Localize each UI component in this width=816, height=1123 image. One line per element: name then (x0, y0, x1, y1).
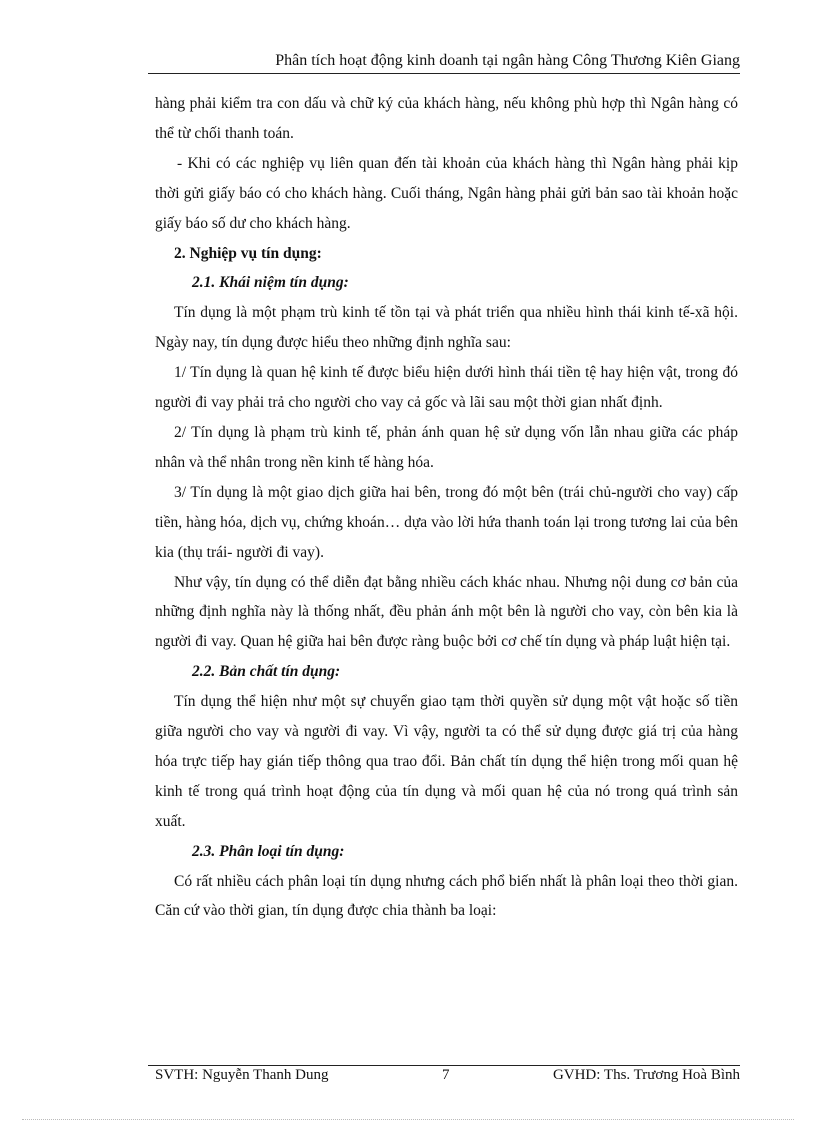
definition-paragraph: 2/ Tín dụng là phạm trù kinh tế, phản ánh quan hệ sử dụng vốn lẫn nhau giữa các pháp nhân và thể nhân trong nền kinh tế hàng hóa. (155, 423, 738, 471)
definition-paragraph: 3/ Tín dụng là một giao dịch giữa hai bên, trong đó một bên (trái chủ-người cho vay) cấp tiền, hàng hóa, dịch vụ, chứng khoán… dựa vào lời hứa thanh toán lại trong tương lai của bên kia (thụ trái- người đi vay). (155, 483, 738, 561)
subsection-heading: 2.1. Khái niệm tín dụng: (192, 274, 349, 292)
body-text (155, 89, 738, 926)
page-number: 7 (442, 1067, 450, 1083)
page-edge-divider (22, 1119, 794, 1120)
subsection-heading: 2.3. Phân loại tín dụng: (192, 842, 345, 860)
running-footer (155, 1067, 740, 1089)
advisor-name: GVHD: Ths. Trương Hoà Bình (552, 1067, 740, 1083)
section-heading: 2. Nghiệp vụ tín dụng: (174, 244, 322, 262)
footer-rule (148, 1065, 740, 1066)
bullet-paragraph: - Khi có các nghiệp vụ liên quan đến tài khoản của khách hàng thì Ngân hàng phải kịp thời gửi giấy báo có cho khách hàng. Cuối tháng, Ngân hàng phải gửi bản sao tài khoản hoặc giấy báo số dư cho khách hàng. (155, 154, 738, 232)
paragraph: Như vậy, tín dụng có thể diễn đạt bằng nhiều cách khác nhau. Nhưng nội dung cơ bản của những định nghĩa này là thống nhất, đều phản ánh một bên là người cho vay, còn bên kia là người đi vay. Quan hệ giữa hai bên được ràng buộc bởi cơ chế tín dụng và pháp luật hiện tại. (155, 573, 738, 651)
header-rule (148, 73, 740, 74)
subsection-heading: 2.2. Bản chất tín dụng: (192, 663, 341, 681)
paragraph: Tín dụng là một phạm trù kinh tế tồn tại và phát triển qua nhiều hình thái kinh tế-xã hội. Ngày nay, tín dụng được hiểu theo những định nghĩa sau: (155, 304, 738, 352)
running-header: Phân tích hoạt động kinh doanh tại ngân hàng Công Thương Kiên Giang (275, 52, 740, 69)
definition-paragraph: 1/ Tín dụng là quan hệ kinh tế được biểu hiện dưới hình thái tiền tệ hay hiện vật, trong đó người đi vay phải trả cho người cho vay cả gốc và lãi sau một thời gian nhất định. (155, 364, 738, 412)
paragraph: Tín dụng thể hiện như một sự chuyển giao tạm thời quyền sử dụng một vật hoặc số tiền giữa người cho vay và người đi vay. Vì vậy, người ta có thể sử dụng được giá trị của hàng hóa trực tiếp hay gián tiếp thông qua trao đổi. Bản chất tín dụng thể hiện trong mối quan hệ kinh tế trong quá trình hoạt động của tín dụng và mối quan hệ của nó trong quá trình sản xuất. (155, 693, 738, 830)
student-name: SVTH: Nguyễn Thanh Dung (155, 1067, 329, 1083)
paragraph: Có rất nhiều cách phân loại tín dụng nhưng cách phổ biến nhất là phân loại theo thời gian. Căn cứ vào thời gian, tín dụng được chia thành ba loại: (155, 872, 738, 920)
paragraph: hàng phải kiểm tra con dấu và chữ ký của khách hàng, nếu không phù hợp thì Ngân hàng có thể từ chối thanh toán. (155, 95, 738, 142)
